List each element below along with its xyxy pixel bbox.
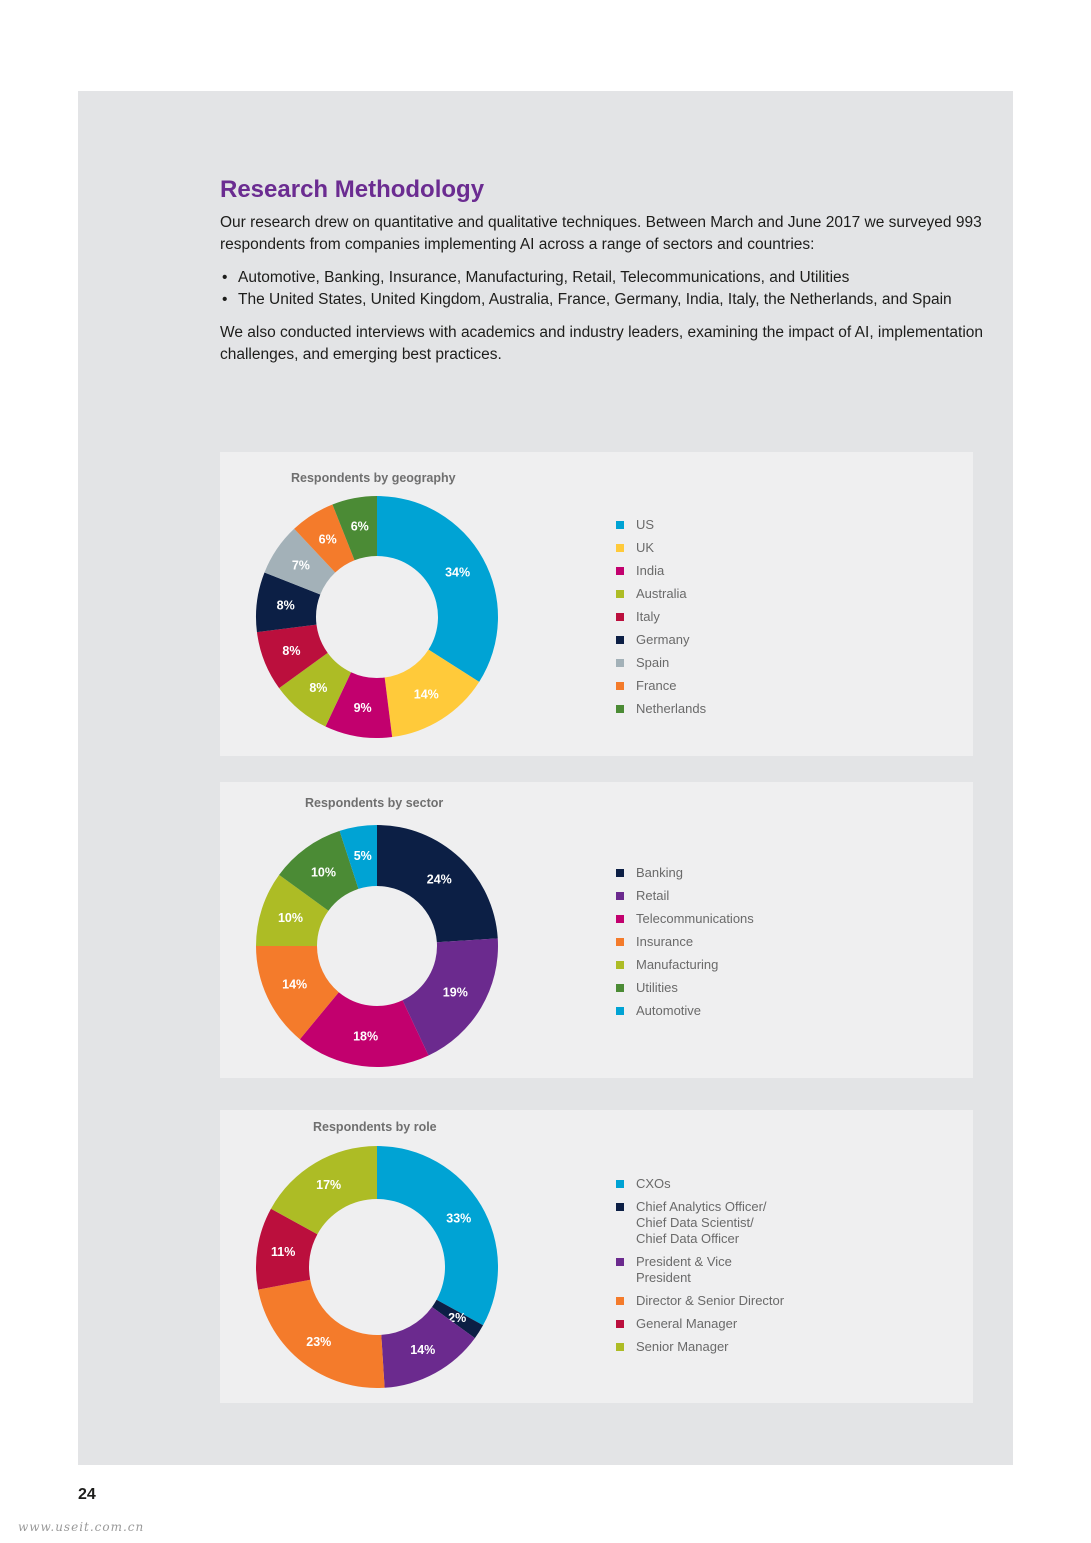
- slice-label-italy: 8%: [282, 643, 301, 658]
- legend-item-general-manager: [616, 1316, 784, 1332]
- closing-paragraph: We also conducted interviews with academics and industry leaders, examining the impact of AI, implementation challenges, and emerging best practices.: [220, 324, 984, 363]
- legend-label: Australia: [636, 586, 687, 601]
- page-title: Research Methodology: [220, 176, 485, 203]
- legend-label: Automotive: [636, 1003, 702, 1018]
- geography-chart-title: Respondents by geography: [291, 471, 456, 485]
- role-chart-title: Respondents by role: [313, 1120, 437, 1134]
- legend-label: Netherlands: [636, 701, 707, 716]
- legend-swatch: [616, 682, 624, 690]
- legend-swatch: [616, 984, 624, 992]
- legend-swatch: [616, 1203, 624, 1211]
- legend-swatch: [616, 869, 624, 877]
- legend-swatch: [616, 521, 624, 529]
- sector-legend: [616, 865, 754, 1026]
- legend-label: Telecommunications: [636, 911, 754, 926]
- geography-legend: [616, 517, 706, 724]
- slice-label-manufacturing: 10%: [277, 910, 303, 925]
- sector-chart-title: Respondents by sector: [305, 796, 444, 810]
- legend-swatch: [616, 1180, 624, 1188]
- role-legend: [616, 1176, 784, 1362]
- legend-label: CXOs: [636, 1176, 671, 1191]
- legend-item-utilities: [616, 980, 754, 996]
- geography-chart-card: [220, 452, 973, 756]
- legend-swatch: [616, 892, 624, 900]
- bullet-sectors: • Automotive, Banking, Insurance, Manufacturing, Retail, Telecommunications, and Utilities: [220, 267, 1000, 289]
- legend-item-australia: [616, 586, 706, 602]
- slice-label-australia: 8%: [309, 680, 328, 695]
- legend-label: Spain: [636, 655, 670, 670]
- sector-chart-card: [220, 782, 973, 1078]
- slice-director-senior-director: [258, 1280, 384, 1388]
- slice-label-telecommunications: 18%: [353, 1029, 379, 1044]
- legend-item-president-vice: [616, 1254, 784, 1286]
- slice-label-insurance: 14%: [282, 977, 308, 992]
- legend-swatch: [616, 915, 624, 923]
- slice-label-india: 9%: [353, 700, 372, 715]
- legend-label: General Manager: [636, 1316, 738, 1331]
- slice-us: [377, 496, 498, 682]
- legend-swatch: [616, 544, 624, 552]
- slice-label-president-vice: 14%: [410, 1343, 436, 1358]
- legend-label: France: [636, 678, 677, 693]
- legend-item-uk: [616, 540, 706, 556]
- legend-swatch: [616, 1320, 624, 1328]
- legend-item-france: [616, 678, 706, 694]
- legend-swatch: [616, 613, 624, 621]
- bullet-countries: • The United States, United Kingdom, Australia, France, Germany, India, Italy, the Netherlands, and Spain: [220, 289, 1000, 311]
- slice-label-france: 6%: [318, 532, 337, 547]
- slice-label-banking: 24%: [426, 872, 452, 887]
- slice-label-germany: 8%: [276, 598, 295, 613]
- legend-swatch: [616, 1007, 624, 1015]
- legend-label: Chief Analytics Officer/ Chief Data Scientist/ Chief Data Officer: [636, 1199, 767, 1246]
- legend-item-banking: [616, 865, 754, 881]
- legend-label: Senior Manager: [636, 1339, 729, 1354]
- slice-label-retail: 19%: [442, 985, 468, 1000]
- slice-label-netherlands: 6%: [350, 519, 369, 534]
- legend-item-india: [616, 563, 706, 579]
- legend-swatch: [616, 590, 624, 598]
- legend-label: Retail: [636, 888, 670, 903]
- page-number: 24: [78, 1486, 96, 1503]
- legend-label: India: [636, 563, 665, 578]
- legend-swatch: [616, 1297, 624, 1305]
- intro-paragraph: Our research drew on quantitative and qualitative techniques. Between March and June 2017 we surveyed 993 respondents from companies implementing AI across a range of sectors and countries:: [220, 214, 982, 253]
- legend-item-germany: [616, 632, 706, 648]
- legend-label: US: [636, 517, 655, 532]
- legend-label: Utilities: [636, 980, 678, 995]
- slice-cxos: [377, 1146, 498, 1325]
- legend-label: President & Vice President: [636, 1254, 732, 1285]
- legend-label: Manufacturing: [636, 957, 719, 972]
- sector-donut-chart: [220, 782, 540, 1078]
- legend-swatch: [616, 1343, 624, 1351]
- legend-item-automotive: [616, 1003, 754, 1019]
- legend-item-cxos: [616, 1176, 784, 1192]
- legend-label: Insurance: [636, 934, 694, 949]
- legend-item-chief-analytics-officer: [616, 1199, 784, 1247]
- slice-label-cxos: 33%: [446, 1211, 472, 1226]
- role-donut-chart: [220, 1110, 540, 1403]
- legend-item-retail: [616, 888, 754, 904]
- slice-label-spain: 7%: [291, 558, 310, 573]
- legend-label: Director & Senior Director: [636, 1293, 785, 1308]
- legend-swatch: [616, 938, 624, 946]
- legend-item-senior-manager: [616, 1339, 784, 1355]
- slice-label-us: 34%: [445, 565, 471, 580]
- slice-label-senior-manager: 17%: [316, 1178, 342, 1193]
- bullet-list: [220, 267, 1000, 311]
- legend-item-telecommunications: [616, 911, 754, 927]
- role-chart-card: [220, 1110, 973, 1403]
- slice-label-general-manager: 11%: [270, 1245, 296, 1260]
- slice-label-uk: 14%: [413, 687, 439, 702]
- legend-swatch: [616, 1258, 624, 1266]
- legend-label: Banking: [636, 865, 683, 880]
- watermark: www.useit.com.cn: [18, 1520, 145, 1534]
- legend-label: Germany: [636, 632, 690, 647]
- legend-swatch: [616, 567, 624, 575]
- slice-label-chief-analytics-officer: 2%: [448, 1310, 467, 1325]
- legend-swatch: [616, 961, 624, 969]
- legend-item-netherlands: [616, 701, 706, 717]
- legend-item-italy: [616, 609, 706, 625]
- slice-label-utilities: 10%: [310, 865, 337, 880]
- legend-swatch: [616, 705, 624, 713]
- legend-item-director-senior-director: [616, 1293, 784, 1309]
- legend-label: UK: [636, 540, 655, 555]
- legend-swatch: [616, 659, 624, 667]
- legend-label: Italy: [636, 609, 660, 624]
- slice-label-automotive: 5%: [353, 849, 372, 864]
- legend-swatch: [616, 636, 624, 644]
- legend-item-spain: [616, 655, 706, 671]
- geography-donut-chart: [220, 452, 540, 756]
- slice-label-director-senior-director: 23%: [306, 1335, 332, 1350]
- legend-item-us: [616, 517, 706, 533]
- legend-item-insurance: [616, 934, 754, 950]
- legend-item-manufacturing: [616, 957, 754, 973]
